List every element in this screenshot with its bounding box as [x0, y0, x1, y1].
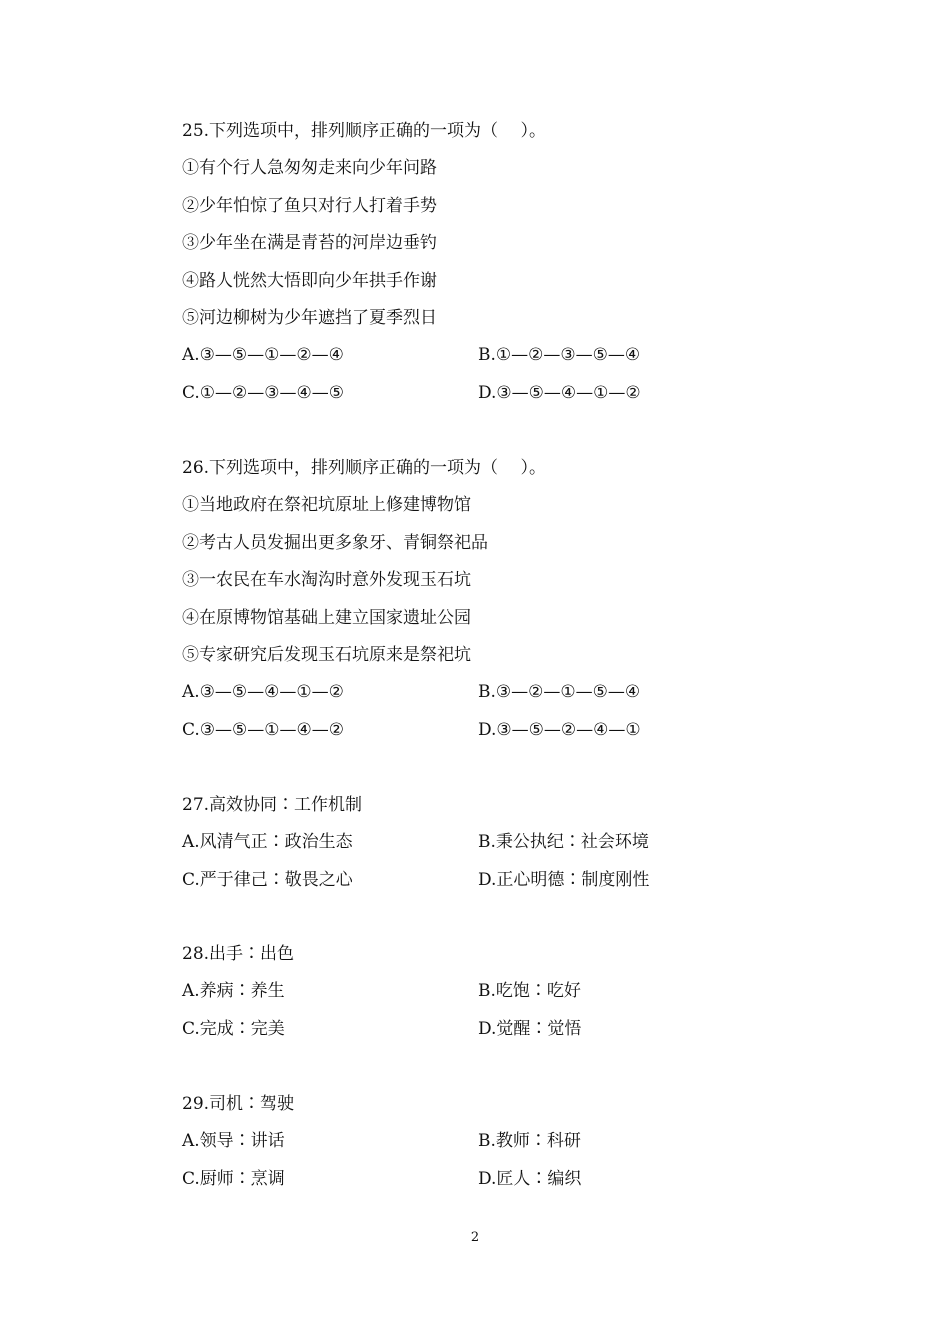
options-row	[182, 824, 782, 861]
options-row	[182, 712, 782, 749]
sequence-item: ④路人恍然大悟即向少年拱手作谢	[182, 270, 437, 291]
sequence-item: ⑤专家研究后发现玉石坑原来是祭祀坑	[182, 644, 471, 665]
sequence-item: ①当地政府在祭祀坑原址上修建博物馆	[182, 495, 471, 516]
sequence-item: ③少年坐在满是青苔的河岸边垂钓	[182, 233, 437, 254]
question-stem: 27.高效协同∶工作机制	[182, 795, 363, 815]
option-b: B.秉公执纪∶社会环境	[478, 832, 649, 853]
options-row	[182, 862, 782, 899]
options-row	[182, 337, 782, 374]
option-d: D.正心明德∶制度刚性	[478, 869, 650, 890]
page-number: 2	[470, 1230, 480, 1245]
question-stem: 28.出手∶出色	[182, 944, 295, 964]
sequence-item: ⑤河边柳树为少年遮挡了夏季烈日	[182, 307, 437, 328]
option-d: D.③—⑤—④—①—②	[478, 382, 641, 403]
question-29	[182, 1086, 782, 1198]
option-c: C.①—②—③—④—⑤	[182, 382, 345, 403]
option-a: A.风清气正∶政治生态	[182, 832, 353, 853]
option-d: D.③—⑤—②—④—①	[478, 719, 641, 740]
question-28	[182, 936, 782, 1048]
options-row	[182, 1011, 782, 1048]
question-27	[182, 787, 782, 899]
option-b: B.①—②—③—⑤—④	[478, 345, 641, 366]
sequence-item: ①有个行人急匆匆走来向少年问路	[182, 158, 437, 179]
option-a: A.③—⑤—④—①—②	[182, 682, 344, 703]
option-a: A.③—⑤—①—②—④	[182, 345, 344, 366]
options-row	[182, 674, 782, 711]
options-row	[182, 1161, 782, 1198]
sequence-item: ③一农民在车水淘沟时意外发现玉石坑	[182, 570, 471, 591]
question-stem: 25.下列选项中，排列顺序正确的一项为（ ）。	[182, 121, 546, 141]
option-c: C.厨师∶烹调	[182, 1168, 285, 1189]
sequence-item: ②少年怕惊了鱼只对行人打着手势	[182, 195, 437, 216]
option-c: C.③—⑤—①—④—②	[182, 719, 345, 740]
sequence-item: ②考古人员发掘出更多象牙、青铜祭祀品	[182, 532, 488, 553]
option-c: C.严于律己∶敬畏之心	[182, 869, 353, 890]
question-stem: 26.下列选项中，排列顺序正确的一项为（ ）。	[182, 458, 546, 478]
question-26	[182, 450, 782, 749]
option-d: D.匠人∶编织	[478, 1168, 582, 1189]
option-b: B.③—②—①—⑤—④	[478, 682, 641, 703]
options-row	[182, 375, 782, 412]
option-a: A.养病∶养生	[182, 981, 285, 1002]
options-row	[182, 1123, 782, 1160]
sequence-item: ④在原博物馆基础上建立国家遗址公园	[182, 607, 471, 628]
question-stem: 29.司机∶驾驶	[182, 1094, 295, 1114]
option-b: B.吃饱∶吃好	[478, 981, 581, 1002]
options-row	[182, 973, 782, 1010]
option-a: A.领导∶讲话	[182, 1131, 285, 1152]
option-d: D.觉醒∶觉悟	[478, 1018, 582, 1039]
question-25	[182, 113, 782, 412]
option-b: B.教师∶科研	[478, 1131, 581, 1152]
option-c: C.完成∶完美	[182, 1018, 285, 1039]
